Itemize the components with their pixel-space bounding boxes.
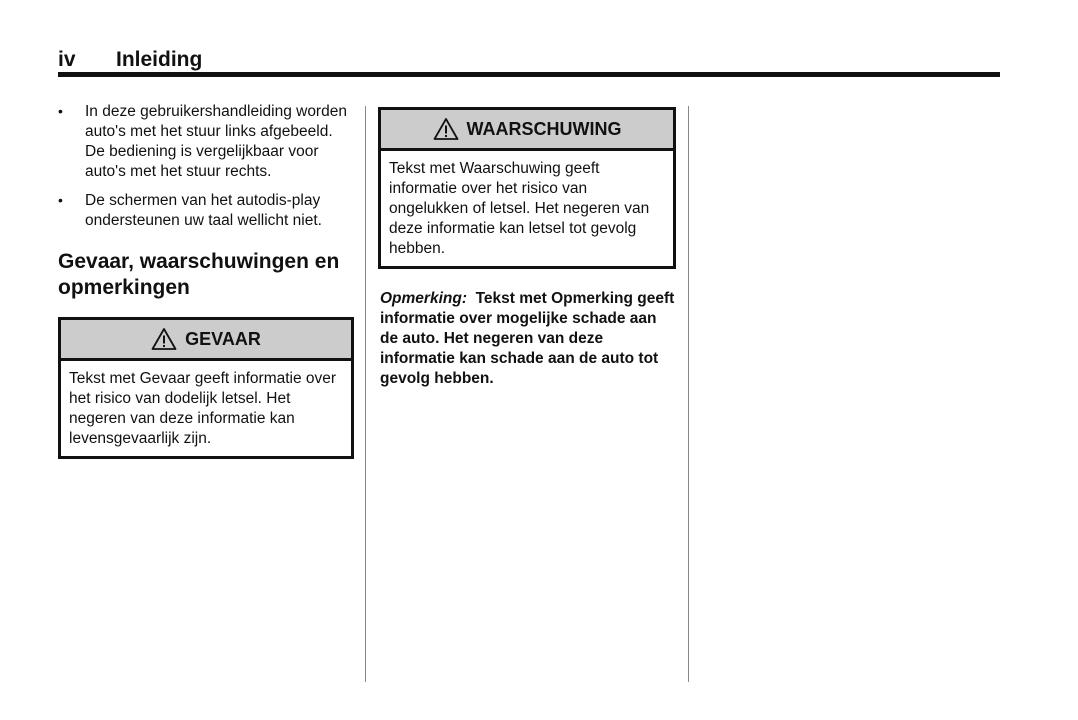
list-item	[58, 102, 354, 182]
column-divider-1	[365, 106, 366, 682]
note-paragraph	[378, 289, 676, 389]
bullet-list	[58, 102, 354, 231]
page-number: iv	[58, 48, 76, 71]
danger-box-body: Tekst met Gevaar geeft informatie over het risico van dodelijk letsel. Het negeren van deze informatie kan levensgevaarlijk zijn.	[69, 370, 337, 447]
warning-box-body: Tekst met Waarschuwing geeft informatie over het risico van ongelukken of letsel. Het negeren van deze informatie kan letsel tot gevolg hebben.	[389, 160, 650, 257]
danger-box-title: GEVAAR	[185, 329, 261, 349]
chapter-title: Inleiding	[116, 48, 203, 71]
bullet-marker: •	[58, 192, 63, 208]
warning-box-title: WAARSCHUWING	[466, 119, 622, 139]
note-text: Tekst met Opmerking geeft informatie over mogelijke schade aan de auto. Het negeren van deze informatie kan schade aan de auto tot gevolg hebben.	[380, 290, 675, 387]
column-2	[378, 107, 676, 389]
danger-box-header	[61, 320, 351, 361]
warning-box	[378, 107, 676, 269]
list-item	[58, 191, 354, 231]
header-rule	[58, 72, 1000, 77]
bullet-text: In deze gebruikershandleiding worden auto's met het stuur links afgebeeld. De bediening is vergelijkbaar voor auto's met het stuur rechts.	[85, 103, 347, 180]
column-divider-2	[688, 106, 689, 682]
warning-box-header	[381, 110, 673, 151]
warning-triangle-icon	[433, 117, 459, 141]
danger-box	[58, 317, 354, 459]
bullet-marker: •	[58, 103, 63, 119]
section-heading: Gevaar, waarschuwingen en opmerkingen	[58, 250, 340, 299]
warning-triangle-icon	[151, 327, 177, 351]
page-header	[58, 47, 1000, 77]
column-1	[58, 102, 354, 459]
bullet-text: De schermen van het autodis-play ondersteunen uw taal wellicht niet.	[85, 192, 322, 229]
note-label: Opmerking:	[380, 290, 467, 307]
